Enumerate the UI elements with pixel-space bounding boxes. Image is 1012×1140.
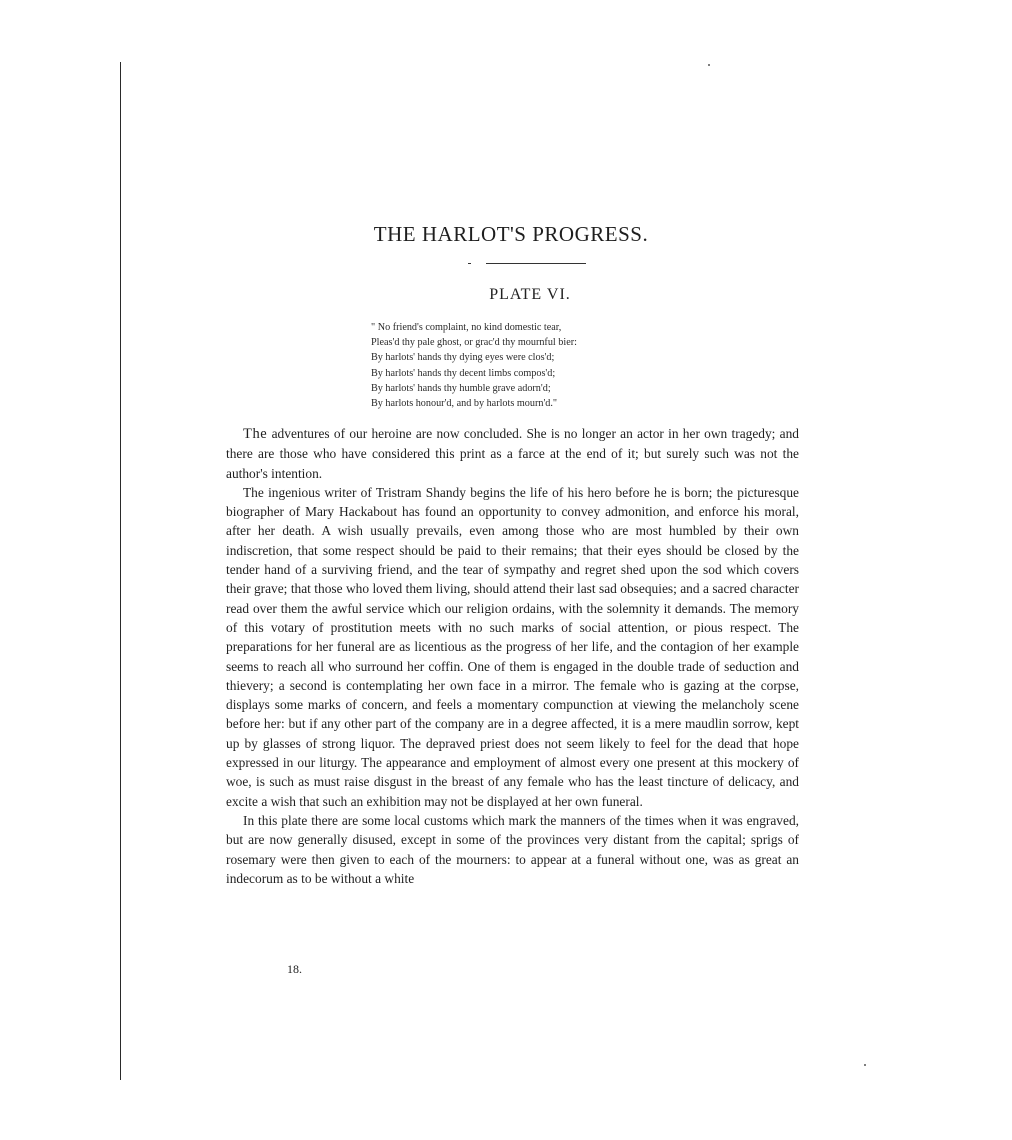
body-text xyxy=(226,424,799,888)
verse-line: By harlots honour'd, and by harlots mourn'd." xyxy=(371,398,558,410)
paragraph-text: In this plate there are some local customs which mark the manners of the times when it was engraved, but are now generally disused, except in some of the provinces very distant from the capital; sprigs of rosemary were then given to each of the mourners: to appear at a funeral without one, was as great an indecorum as to be without a white xyxy=(226,812,799,886)
paragraph xyxy=(226,424,799,483)
paragraph xyxy=(226,483,799,811)
paragraph-text: The ingenious writer of Tristram Shandy begins the life of his hero before he is born; the picturesque biographer of Mary Hackabout has found an opportunity to convey admonition, and enforce his moral, after her death. A wish usually prevails, even among those who are most humbled by their own indiscretion, that some respect should be paid to their remains; that their eyes should be closed by the tender hand of a surviving friend, and the tear of sympathy and regret shed upon the sod which covers their grave; that those who loved them living, should attend their last sad obsequies; and a sacred character read over them the awful service which our religion ordains, with the solemnity it demands. The memory of this votary of prostitution meets with no such marks of social attention, or pious respect. The preparations for her funeral are as licentious as the progress of her life, and the contagion of her example seems to reach all who surround her coffin. One of them is engaged in the double trade of seduction and thievery; a second is contemplating her own face in a mirror. The female who is gazing at the corpse, displays some marks of concern, and feels a momentary compunction at viewing the melancholy scene before her: but if any other part of the company are in a degree affected, it is a mere maudlin sorrow, kept up by glasses of strong liquor. The depraved priest does not seem likely to feel for the dead that hope expressed in our liturgy. The appearance and employment of almost every one present at this mockery of woe, is such as must raise disgust in the breast of any female who has the least tincture of delicacy, and excite a wish that such an exhibition may not be displayed at her own funeral. xyxy=(226,484,799,809)
verse-line: By harlots' hands thy humble grave adorn'd; xyxy=(371,382,551,394)
paragraph-lead-word: The xyxy=(243,426,268,442)
plate-heading: PLATE VI. xyxy=(489,286,571,303)
title-rule-dot xyxy=(468,263,471,264)
epigraph-verse xyxy=(371,320,651,411)
print-speck xyxy=(864,1064,866,1066)
verse-line: By harlots' hands thy decent limbs compos'd; xyxy=(371,367,556,379)
page-title: THE HARLOT'S PROGRESS. xyxy=(373,222,649,246)
page-number: 18. xyxy=(287,962,302,976)
page-binding-line xyxy=(120,62,121,1080)
print-speck xyxy=(708,64,710,66)
title-rule xyxy=(486,263,586,264)
paragraph xyxy=(226,811,799,888)
verse-line: Pleas'd thy pale ghost, or grac'd thy mournful bier: xyxy=(371,337,577,349)
verse-line: " No friend's complaint, no kind domestic tear, xyxy=(371,322,562,333)
verse-line: By harlots' hands thy dying eyes were clos'd; xyxy=(371,352,555,364)
paragraph-text: adventures of our heroine are now concluded. She is no longer an actor in her own tragedy; and there are those who have considered this print as a farce at the end of it; but surely such was not the author's intention. xyxy=(226,426,799,481)
